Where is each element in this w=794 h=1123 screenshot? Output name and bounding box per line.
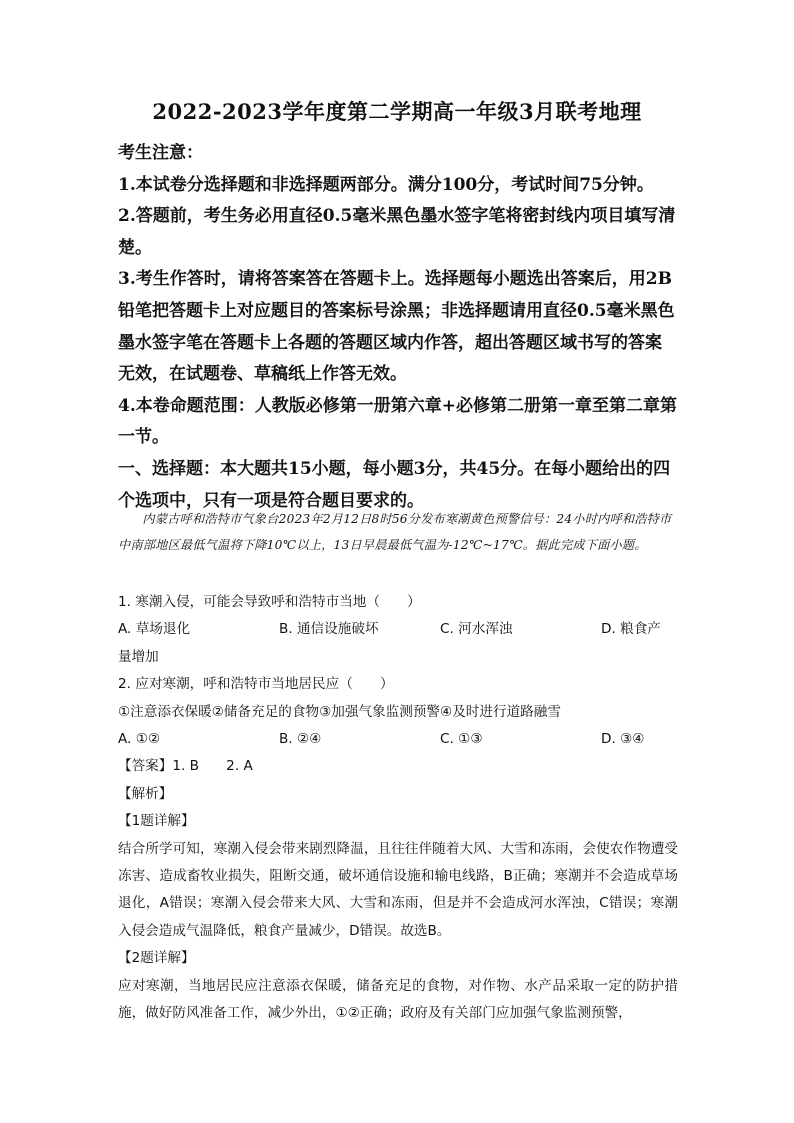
question-1-option-c: C. 河水浑浊 xyxy=(440,621,513,638)
question-1-option-d-overflow: 量增加 xyxy=(118,648,159,665)
question-1-option-d: D. 粮食产 xyxy=(601,621,661,638)
section-heading: 一、选择题：本大题共15小题，每小题3分，共45分。在每小题给出的四个选项中，只有一项是符合题目要求的。 xyxy=(118,458,671,511)
question-passage xyxy=(118,506,678,558)
detail-1-text: 结合所学可知，寒潮入侵会带来剧烈降温，且往往伴随着大风、大雪和冻雨，会使农作物遭受冻害、造成畜牧业损失，阻断交通，破坏通信设施和输电线路，B正确；寒潮并不会造成草场退化，A错误；寒潮入侵会带来大风、大雪和冻雨，但是并不会造成河水浑浊，C错误；寒潮入侵会造成气温降低，粮食产量减少，D错误。故选B。 xyxy=(118,840,678,939)
notice-item-4: 4.本卷命题范围：人教版必修第一册第六章+必修第二册第一章至第二章第一节。 xyxy=(118,395,677,448)
question-1-option-a: A. 草场退化 xyxy=(118,621,191,638)
notice-item-2: 2.答题前，考生务必用直径0.5毫米黑色墨水签字笔将密封线内项目填写清楚。 xyxy=(118,206,676,258)
question-1-options xyxy=(118,616,678,643)
notice-heading: 考生注意： xyxy=(118,143,203,163)
question-2-option-b: B. ②④ xyxy=(279,731,322,748)
question-2-option-a: A. ①② xyxy=(118,731,161,748)
detail-1-label: 【1题详解】 xyxy=(118,813,195,830)
detail-2-text: 应对寒潮，当地居民应注意添衣保暖，储备充足的食物，对作物、水产品采取一定的防护措施，做好防风准备工作，减少外出，①②正确；政府及有关部门应加强气象监测预警， xyxy=(118,977,678,1022)
question-2-measures: ①注意添衣保暖②储备充足的食物③加强气象监测预警④及时进行道路融雪 xyxy=(118,703,561,720)
question-block xyxy=(118,589,678,1028)
passage-text: 内蒙古呼和浩特市气象台2023年2月12日8时56分发布寒潮黄色预警信号：24小时内呼和浩特市中南部地区最低气温将下降10℃以上，13日早晨最低气温为-12℃~17℃。据此完成下面小题。 xyxy=(118,512,672,552)
question-1-option-b: B. 通信设施破坏 xyxy=(279,621,379,638)
exam-notice xyxy=(118,138,678,517)
answer-label: 【答案】 xyxy=(118,758,173,775)
question-2-stem: 2. 应对寒潮，呼和浩特市当地居民应（ ） xyxy=(118,676,394,693)
detail-2-label: 【2题详解】 xyxy=(118,950,195,967)
answer-line xyxy=(118,753,678,780)
question-2-option-c: C. ①③ xyxy=(440,731,483,748)
exam-title: 2022-2023学年度第二学期高一年级3月联考地理 xyxy=(152,99,642,124)
answer-text: 1. B 2. A xyxy=(172,758,253,775)
question-1-stem: 1. 寒潮入侵，可能会导致呼和浩特市当地（ ） xyxy=(118,594,421,610)
question-2-options xyxy=(118,726,678,753)
analysis-label: 【解析】 xyxy=(118,785,173,802)
question-2-option-d: D. ③④ xyxy=(601,731,645,748)
notice-item-1: 1.本试卷分选择题和非选择题两部分。满分100分，考试时间75分钟。 xyxy=(118,174,654,195)
notice-item-3: 3.考生作答时，请将答案答在答题卡上。选择题每小题选出答案后，用2B铅笔把答题卡上对应题目的答案标号涂黑；非选择题请用直径0.5毫米黑色墨水签字笔在答题卡上各题的答题区域内作答，超出答题区域书写的答案无效，在试题卷、草稿纸上作答无效。 xyxy=(118,269,675,385)
